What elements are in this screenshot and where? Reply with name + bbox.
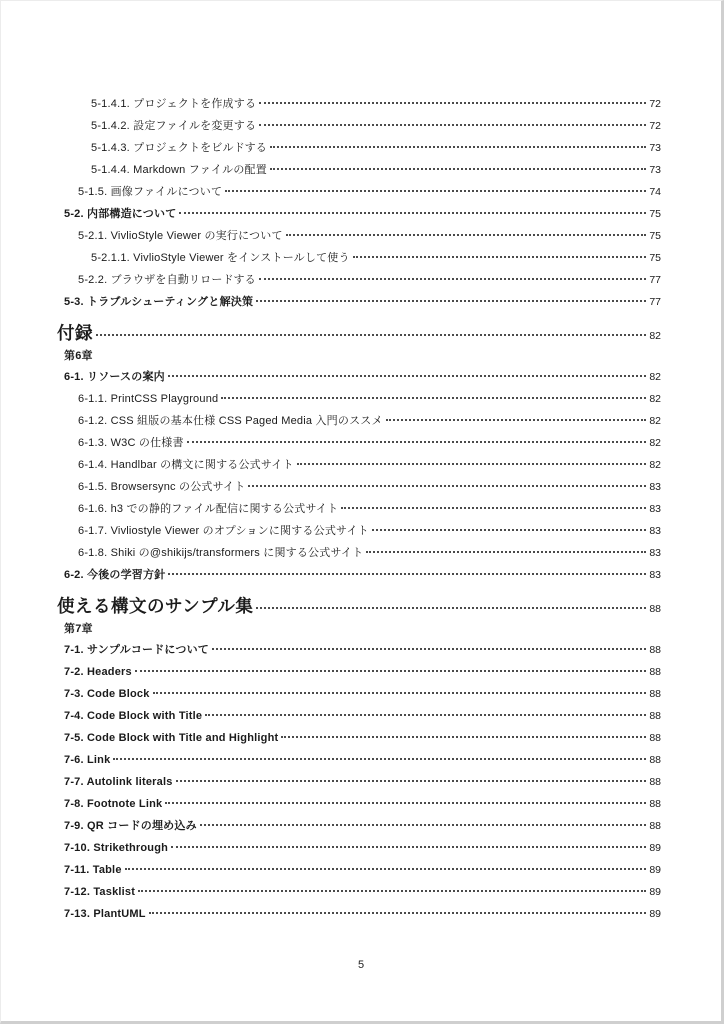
toc-entry (64, 159, 661, 181)
toc-leader-dots (248, 485, 646, 487)
toc-leader-dots (212, 648, 646, 650)
toc-page-number: 75 (649, 252, 661, 264)
toc-entry (64, 93, 661, 115)
toc-page-number: 82 (649, 437, 661, 449)
toc-entry-label: 5-2.1.1. VivlioStyle Viewer をインストールして使う (91, 252, 350, 264)
toc-entry-label: 7-8. Footnote Link (64, 798, 163, 810)
toc-leader-dots (168, 375, 646, 377)
toc-page-number: 83 (649, 547, 661, 559)
toc-entry (64, 793, 661, 815)
toc-entry-label: 5-1.4.3. プロジェクトをビルドする (91, 142, 268, 154)
toc-entry (64, 749, 661, 771)
toc-entry-label: 6-1.7. Vivliostyle Viewer のオプションに関する公式サイト (78, 525, 369, 537)
toc-entry-label: 6-1.1. PrintCSS Playground (78, 393, 219, 405)
toc-page-number: 88 (649, 820, 661, 832)
toc-page-number: 89 (649, 842, 661, 854)
toc-leader-dots (171, 846, 646, 848)
toc-page-number: 72 (649, 120, 661, 132)
toc-entry-label: 5-1.5. 画像ファイルについて (78, 186, 223, 198)
toc-entry (64, 542, 661, 564)
toc-entry-label: 6-1.8. Shiki の@shikijs/transformers に関する公式サイト (78, 547, 364, 559)
table-of-contents (57, 93, 661, 925)
toc-page-number: 73 (649, 142, 661, 154)
toc-entry (64, 410, 661, 432)
toc-page-number: 89 (649, 886, 661, 898)
toc-entry (64, 269, 661, 291)
toc-leader-dots (270, 168, 646, 170)
toc-entry (64, 291, 661, 313)
toc-leader-dots (259, 102, 646, 104)
toc-entry-label: 7-12. Tasklist (64, 886, 136, 898)
toc-entry-label: 6-1.6. h3 での静的ファイル配信に関する公式サイト (78, 503, 339, 515)
toc-chapter-label: 第6章 (64, 350, 93, 362)
toc-page-number: 88 (649, 666, 661, 678)
toc-page-number: 89 (649, 908, 661, 920)
toc-entry (64, 247, 661, 269)
toc-entry-label: 5-1.4.4. Markdown ファイルの配置 (91, 164, 267, 176)
toc-entry (64, 520, 661, 542)
toc-page-number: 82 (649, 371, 661, 383)
toc-leader-dots (176, 780, 647, 782)
toc-entry (64, 498, 661, 520)
toc-entry-label: 7-5. Code Block with Title and Highlight (64, 732, 279, 744)
toc-leader-dots (256, 300, 646, 302)
toc-page-number: 83 (649, 481, 661, 493)
toc-page-number: 82 (649, 393, 661, 405)
toc-leader-dots (353, 256, 647, 258)
toc-leader-dots (135, 670, 646, 672)
toc-entry-label: 7-9. QR コードの埋め込み (64, 820, 197, 832)
toc-entry (64, 115, 661, 137)
toc-leader-dots (259, 124, 646, 126)
toc-entry (64, 859, 661, 881)
toc-entry (64, 903, 661, 925)
toc-entry-label: 6-1. リソースの案内 (64, 371, 165, 383)
toc-leader-dots (221, 397, 646, 399)
toc-entry (64, 203, 661, 225)
toc-entry-label: 5-2.1. VivlioStyle Viewer の実行について (78, 230, 283, 242)
toc-entry-label: 5-3. トラブルシューティングと解決策 (64, 296, 254, 308)
toc-leader-dots (259, 278, 646, 280)
toc-entry-label: 7-7. Autolink literals (64, 776, 173, 788)
toc-entry-label: 7-3. Code Block (64, 688, 150, 700)
toc-entry (64, 727, 661, 749)
toc-leader-dots (341, 507, 646, 509)
toc-entry (64, 366, 661, 388)
toc-leader-dots (165, 802, 646, 804)
toc-entry (64, 815, 661, 837)
toc-leader-dots (366, 551, 646, 553)
toc-entry (64, 683, 661, 705)
toc-leader-dots (386, 419, 647, 421)
toc-entry (64, 388, 661, 410)
toc-page-number: 88 (649, 644, 661, 656)
toc-entry (64, 837, 661, 859)
toc-entry (64, 564, 661, 586)
toc-leader-dots (200, 824, 647, 826)
toc-entry-label: 7-11. Table (64, 864, 122, 876)
toc-page-number: 83 (649, 569, 661, 581)
toc-entry-label: 5-2. 内部構造について (64, 208, 177, 220)
toc-leader-dots (113, 758, 646, 760)
toc-entry (64, 225, 661, 247)
toc-leader-dots (372, 529, 646, 531)
toc-entry-label: 7-4. Code Block with Title (64, 710, 203, 722)
toc-leader-dots (138, 890, 646, 892)
toc-page-number: 88 (649, 798, 661, 810)
toc-entry-label: 7-1. サンプルコードについて (64, 644, 209, 656)
toc-entry (64, 454, 661, 476)
page-number: 5 (357, 959, 365, 971)
toc-leader-dots (281, 736, 646, 738)
toc-entry-label: 6-1.2. CSS 組版の基本仕様 CSS Paged Media 入門のススメ (78, 415, 383, 427)
toc-chapter-label-row (64, 347, 661, 366)
toc-entry (64, 881, 661, 903)
toc-entry-label: 6-1.3. W3C の仕様書 (78, 437, 184, 449)
toc-section-heading-row (57, 595, 661, 620)
toc-leader-dots (125, 868, 647, 870)
toc-entry-label: 6-1.4. Handlbar の構文に関する公式サイト (78, 459, 294, 471)
toc-entry (64, 771, 661, 793)
toc-entry (64, 705, 661, 727)
toc-section-heading-row (57, 322, 661, 347)
toc-leader-dots (225, 190, 646, 192)
toc-entry-label: 5-1.4.2. 設定ファイルを変更する (91, 120, 257, 132)
toc-page-number: 83 (649, 503, 661, 515)
toc-page-number: 88 (649, 710, 661, 722)
toc-entry-label: 6-1.5. Browsersync の公式サイト (78, 481, 246, 493)
toc-page-number: 73 (649, 164, 661, 176)
toc-page-number: 77 (649, 274, 661, 286)
toc-section-heading: 使える構文のサンプル集 (57, 596, 254, 616)
toc-page-number: 88 (649, 688, 661, 700)
toc-page-number: 82 (649, 459, 661, 471)
toc-leader-dots (149, 912, 647, 914)
toc-page-number: 82 (649, 415, 661, 427)
toc-page-number: 88 (649, 754, 661, 766)
toc-entry-label: 7-13. PlantUML (64, 908, 146, 920)
toc-leader-dots (270, 146, 646, 148)
toc-entry-label: 7-10. Strikethrough (64, 842, 169, 854)
toc-entry (64, 661, 661, 683)
toc-page-number: 83 (649, 525, 661, 537)
toc-entry (64, 639, 661, 661)
toc-leader-dots (153, 692, 647, 694)
toc-leader-dots (96, 334, 646, 336)
toc-section-heading: 付録 (57, 323, 93, 343)
toc-page-number: 72 (649, 98, 661, 110)
toc-entry (64, 432, 661, 454)
page-footer (1, 959, 721, 971)
toc-entry-label: 6-2. 今後の学習方針 (64, 569, 166, 581)
toc-entry (64, 137, 661, 159)
toc-entry-label: 7-6. Link (64, 754, 111, 766)
toc-page-number: 88 (649, 603, 661, 615)
toc-leader-dots (179, 212, 646, 214)
toc-leader-dots (297, 463, 647, 465)
toc-entry (64, 476, 661, 498)
toc-leader-dots (286, 234, 647, 236)
toc-entry-label: 5-1.4.1. プロジェクトを作成する (91, 98, 257, 110)
toc-page-number: 89 (649, 864, 661, 876)
toc-entry (64, 181, 661, 203)
toc-page-number: 74 (649, 186, 661, 198)
toc-page-number: 75 (649, 208, 661, 220)
toc-page-number: 77 (649, 296, 661, 308)
toc-leader-dots (168, 573, 646, 575)
toc-chapter-label-row (64, 620, 661, 639)
toc-page-number: 75 (649, 230, 661, 242)
toc-entry-label: 7-2. Headers (64, 666, 132, 678)
toc-page-number: 82 (649, 330, 661, 342)
toc-chapter-label: 第7章 (64, 623, 93, 635)
toc-page-number: 88 (649, 776, 661, 788)
toc-entry-label: 5-2.2. ブラウザを自動リロードする (78, 274, 256, 286)
toc-leader-dots (205, 714, 646, 716)
toc-page-number: 88 (649, 732, 661, 744)
toc-leader-dots (256, 607, 646, 609)
toc-leader-dots (187, 441, 647, 443)
